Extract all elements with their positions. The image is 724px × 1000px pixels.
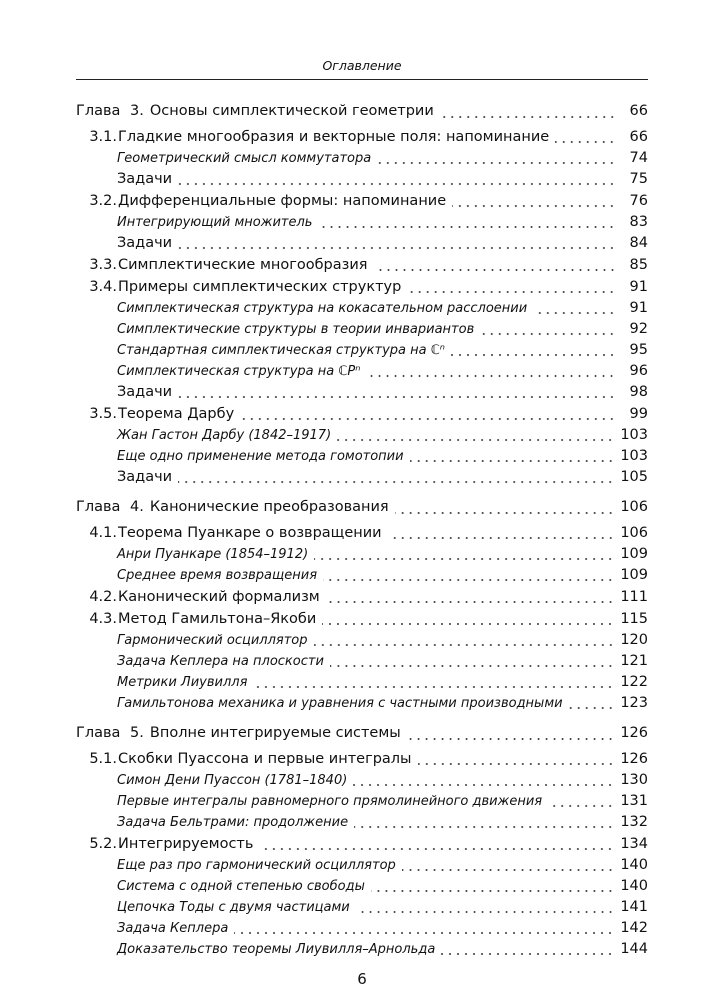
dot-leader (234, 931, 614, 935)
section-number: 4.2. (89, 589, 117, 605)
entry-page-number: 103 (620, 448, 648, 464)
entry-title: Симплектические структуры в теории инвариантов (117, 322, 475, 337)
entry-page-number: 142 (620, 920, 648, 936)
toc-sub-entry[interactable] (76, 361, 648, 382)
entry-page-number: 121 (620, 653, 648, 669)
entry-page-number: 91 (629, 279, 648, 295)
entry-page-number: 115 (620, 611, 648, 627)
dot-leader (441, 952, 614, 956)
entry-page-number: 105 (620, 469, 648, 485)
toc-sub-entry[interactable] (76, 672, 648, 693)
toc-sub-entry[interactable] (76, 565, 648, 586)
entry-page-number: 132 (620, 814, 648, 830)
dot-leader (371, 889, 614, 893)
entry-page-number: 140 (620, 878, 648, 894)
entry-title: Еще одно применение метода гомотопии (117, 449, 404, 464)
entry-page-number: 109 (620, 567, 648, 583)
chapter-label: Глава (76, 725, 121, 741)
dot-leader (178, 480, 614, 484)
entry-title: Первые интегралы равномерного прямолинейного движения (117, 794, 543, 809)
entry-title: Симплектическая структура на ℂPⁿ (117, 364, 361, 379)
dot-leader (451, 353, 616, 357)
entry-page-number: 141 (620, 899, 648, 915)
dot-leader (569, 706, 615, 710)
entry-title: Вполне интегрируемые системы (149, 725, 401, 741)
entry-title: Гармонический осциллятор (117, 633, 308, 648)
toc-chapter-entry[interactable] (76, 723, 648, 746)
toc-sub-entry[interactable] (76, 425, 648, 446)
dot-leader (548, 804, 614, 808)
entry-title: Симон Дени Пуассон (1781–1840) (117, 773, 348, 788)
toc-task-entry[interactable] (76, 169, 648, 190)
entry-page-number: 98 (629, 384, 648, 400)
section-number: 4.1. (89, 525, 117, 541)
entry-title: Гладкие многообразия и векторные поля: напоминание (118, 129, 550, 145)
dot-leader (395, 511, 615, 515)
dot-leader (410, 459, 615, 463)
section-number: 3.5. (89, 406, 117, 422)
dot-leader (178, 182, 616, 186)
section-number: 3.1. (89, 129, 117, 145)
entry-title: Доказательство теоремы Лиувилля–Арнольда (117, 942, 436, 957)
entry-page-number: 120 (620, 632, 648, 648)
toc-sub-entry[interactable] (76, 939, 648, 960)
toc-sub-entry[interactable] (76, 298, 648, 319)
entry-title: Теорема Дарбу (118, 406, 235, 422)
toc-chapter-entry[interactable] (76, 101, 648, 124)
toc-sub-entry[interactable] (76, 651, 648, 672)
toc-section-entry[interactable] (76, 404, 648, 425)
dot-leader (240, 417, 616, 421)
entry-title: Метод Гамильтона–Якоби (118, 611, 317, 627)
entry-page-number: 144 (620, 941, 648, 957)
dot-leader (480, 332, 616, 336)
dot-leader (555, 140, 616, 144)
entry-page-number: 106 (620, 499, 648, 515)
entry-page-number: 74 (629, 150, 648, 166)
running-header: Оглавление (322, 58, 402, 73)
toc-section-entry[interactable] (76, 834, 648, 855)
entry-page-number: 140 (620, 857, 648, 873)
entry-page-number: 106 (620, 525, 648, 541)
entry-title: Анри Пуанкаре (1854–1912) (117, 547, 309, 562)
toc-sub-entry[interactable] (76, 319, 648, 340)
chapter-label: Глава (76, 103, 121, 119)
dot-leader (326, 600, 615, 604)
entry-page-number: 130 (620, 772, 648, 788)
dot-leader (402, 868, 615, 872)
toc-task-entry[interactable] (76, 467, 648, 488)
dot-leader (440, 115, 616, 119)
entry-title: Канонический формализм (118, 589, 320, 605)
toc-section-entry[interactable] (76, 277, 648, 298)
entry-page-number: 109 (620, 546, 648, 562)
dot-leader (178, 246, 616, 250)
header-rule (76, 79, 648, 80)
dot-leader (314, 643, 615, 647)
toc-section-entry[interactable] (76, 127, 648, 148)
table-of-contents (76, 101, 648, 960)
dot-leader (353, 783, 614, 787)
toc-section-entry[interactable] (76, 255, 648, 276)
entry-title: Система с одной степенью свободы (117, 879, 365, 894)
chapter-number: 5. (130, 725, 144, 741)
toc-section-entry[interactable] (76, 587, 648, 608)
entry-page-number: 99 (629, 406, 648, 422)
dot-leader (259, 847, 614, 851)
chapter-number: 4. (130, 499, 144, 515)
dot-leader (366, 374, 616, 378)
section-number: 3.2. (89, 193, 117, 209)
entry-title: Еще раз про гармонический осциллятор (117, 858, 396, 873)
entry-page-number: 84 (629, 235, 648, 251)
dot-leader (314, 557, 614, 561)
toc-sub-entry[interactable] (76, 446, 648, 467)
section-number: 4.3. (89, 611, 117, 627)
entry-page-number: 126 (620, 751, 648, 767)
dot-leader (407, 290, 616, 294)
dot-leader (356, 910, 615, 914)
dot-leader (323, 578, 614, 582)
dot-leader (322, 622, 614, 626)
dot-leader (418, 762, 615, 766)
entry-title: Примеры симплектических структур (118, 279, 402, 295)
entry-title: Интегрирующий множитель (117, 215, 313, 230)
dot-leader (178, 395, 616, 399)
entry-page-number: 122 (620, 674, 648, 690)
entry-page-number: 131 (620, 793, 648, 809)
dot-leader (533, 311, 616, 315)
toc-section-entry[interactable] (76, 749, 648, 770)
entry-page-number: 96 (629, 363, 648, 379)
dot-leader (318, 225, 616, 229)
entry-page-number: 126 (620, 725, 648, 741)
entry-page-number: 134 (620, 836, 648, 852)
entry-title: Симплектические многообразия (118, 257, 368, 273)
entry-title: Задачи (117, 469, 173, 485)
entry-page-number: 95 (629, 342, 648, 358)
toc-sub-entry[interactable] (76, 340, 648, 361)
entry-page-number: 92 (629, 321, 648, 337)
section-number: 5.2. (89, 836, 117, 852)
toc-section-entry[interactable] (76, 523, 648, 544)
page-number: 6 (357, 970, 367, 988)
entry-title: Метрики Лиувилля (117, 675, 248, 690)
entry-page-number: 76 (629, 193, 648, 209)
dot-leader (407, 737, 615, 741)
entry-title: Цепочка Тоды с двумя частицами (117, 900, 350, 915)
toc-task-entry[interactable] (76, 233, 648, 254)
entry-title: Интегрируемость (118, 836, 254, 852)
entry-title: Геометрический смысл коммутатора (117, 151, 372, 166)
dot-leader (354, 825, 614, 829)
toc-sub-entry[interactable] (76, 812, 648, 833)
toc-section-entry[interactable] (76, 609, 648, 630)
entry-title: Теорема Пуанкаре о возвращении (118, 525, 382, 541)
section-number: 3.3. (89, 257, 117, 273)
toc-sub-entry[interactable] (76, 897, 648, 918)
entry-title: Задачи (117, 235, 173, 251)
dot-leader (374, 268, 617, 272)
entry-page-number: 91 (629, 300, 648, 316)
entry-page-number: 83 (629, 214, 648, 230)
toc-sub-entry[interactable] (76, 791, 648, 812)
toc-sub-entry[interactable] (76, 693, 648, 714)
entry-title: Жан Гастон Дарбу (1842–1917) (117, 428, 332, 443)
section-number: 5.1. (89, 751, 117, 767)
entry-title: Задачи (117, 384, 173, 400)
entry-title: Стандартная симплектическая структура на ℂⁿ (117, 343, 445, 358)
chapter-label: Глава (76, 499, 121, 515)
toc-task-entry[interactable] (76, 382, 648, 403)
toc-sub-entry[interactable] (76, 212, 648, 233)
entry-title: Скобки Пуассона и первые интегралы (118, 751, 412, 767)
entry-title: Задача Кеплера на плоскости (117, 654, 324, 669)
dot-leader (330, 664, 614, 668)
entry-title: Задачи (117, 171, 173, 187)
entry-page-number: 85 (629, 257, 648, 273)
entry-page-number: 75 (629, 171, 648, 187)
chapter-number: 3. (130, 103, 144, 119)
entry-title: Основы симплектической геометрии (149, 103, 434, 119)
entry-title: Среднее время возвращения (117, 568, 318, 583)
entry-page-number: 123 (620, 695, 648, 711)
toc-sub-entry[interactable] (76, 855, 648, 876)
entry-page-number: 111 (620, 589, 648, 605)
entry-title: Задача Кеплера (117, 921, 229, 936)
dot-leader (377, 161, 616, 165)
entry-page-number: 103 (620, 427, 648, 443)
entry-page-number: 66 (629, 103, 648, 119)
section-number: 3.4. (89, 279, 117, 295)
entry-title: Задача Бельтрами: продолжение (117, 815, 349, 830)
dot-leader (388, 536, 615, 540)
entry-title: Канонические преобразования (149, 499, 389, 515)
toc-sub-entry[interactable] (76, 876, 648, 897)
dot-leader (253, 685, 614, 689)
toc-section-entry[interactable] (76, 191, 648, 212)
entry-title: Симплектическая структура на кокасательном расслоении (117, 301, 528, 316)
toc-sub-entry[interactable] (76, 148, 648, 169)
toc-sub-entry[interactable] (76, 770, 648, 791)
entry-title: Дифференциальные формы: напоминание (118, 193, 447, 209)
toc-sub-entry[interactable] (76, 630, 648, 651)
toc-sub-entry[interactable] (76, 918, 648, 939)
dot-leader (452, 204, 616, 208)
toc-chapter-entry[interactable] (76, 497, 648, 520)
dot-leader (337, 438, 614, 442)
toc-sub-entry[interactable] (76, 544, 648, 565)
entry-page-number: 66 (629, 129, 648, 145)
entry-title: Гамильтонова механика и уравнения с частными производными (117, 696, 563, 711)
